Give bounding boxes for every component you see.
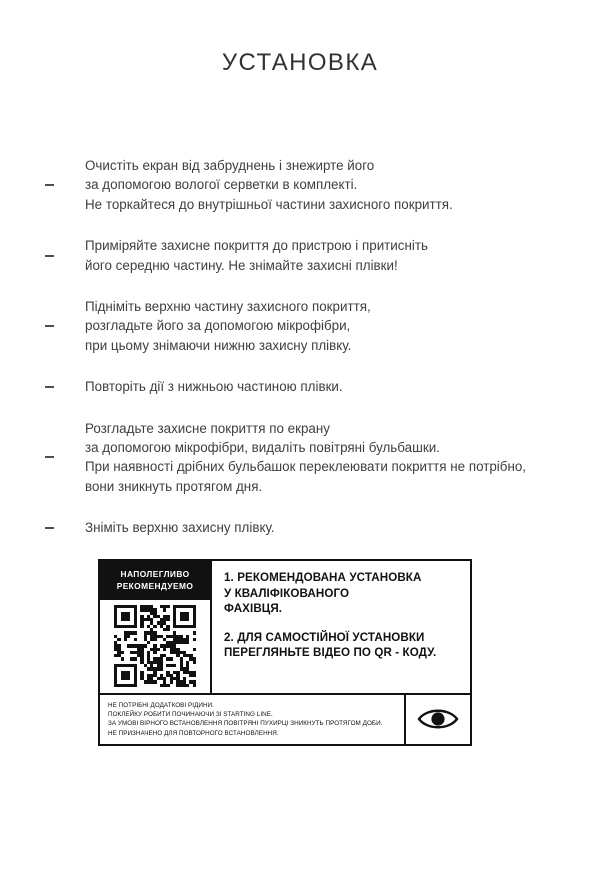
instruction-line: Приміряйте захисне покриття до пристрою і притисніть (85, 238, 428, 254)
title-divider (253, 69, 320, 76)
notice-line: 2. ДЛЯ САМОСТІЙНОЇ УСТАНОВКИ (224, 630, 425, 644)
bullet-dash-icon (45, 255, 54, 257)
notice-line: ПЕРЕГЛЯНЬТЕ ВІДЕО ПО QR - КОДУ. (224, 646, 437, 659)
notice-spacer (224, 617, 460, 630)
badge-line-2: РЕКОМЕНДУЕМО (116, 581, 194, 591)
bullet-dash-icon (45, 325, 54, 327)
qr-code-container (100, 600, 210, 693)
badge-line-1: НАПОЛЕГЛИВО (120, 569, 190, 579)
strongly-recommend-badge (100, 561, 210, 600)
recommendation-label (98, 559, 472, 746)
instruction-line: за допомогою мікрофібри, видаліть повітряні бульбашки. (85, 440, 440, 456)
label-notice-column (212, 561, 470, 693)
eye-icon-cell (406, 695, 470, 744)
page-title: УСТАНОВКА (221, 49, 379, 77)
instruction-step-text (85, 297, 371, 355)
qr-code-icon[interactable] (114, 605, 196, 687)
instruction-step-text (85, 518, 275, 537)
instruction-step (0, 156, 600, 214)
instruction-line: при цьому знімаючи нижню захисну плівку. (85, 337, 352, 353)
instruction-line: розгладьте його за допомогою мікрофібри, (85, 318, 351, 334)
instruction-step (0, 297, 600, 355)
label-top-section (100, 561, 470, 695)
instruction-line: за допомогою вологої серветки в комплекті. (85, 177, 358, 193)
label-qr-column (100, 561, 212, 693)
instruction-step-text (85, 419, 526, 497)
divider-segment-red (253, 69, 287, 76)
instruction-step (0, 236, 600, 275)
bullet-dash-icon (45, 386, 54, 388)
fineprint-line: ЗА УМОВІ ВІРНОГО ВСТАНОВЛЕННЯ ПОВІТРЯНІ ПУХИРЦІ ЗНИКНУТЬ ПРОТЯГОМ ДОБИ. (108, 720, 383, 728)
bullet-dash-icon (45, 527, 54, 529)
notice-item-1 (224, 570, 460, 617)
instruction-step (0, 518, 600, 537)
fineprint-line: ПОКЛЕЙКУ РОБИТИ ПОЧИНАЮЧИ ЗІ STARTING LINE. (108, 711, 273, 719)
instruction-step (0, 419, 600, 497)
fineprint-line: НЕ ПРИЗНАЧЕНО ДЛЯ ПОВТОРНОГО ВСТАНОВЛЕННЯ. (108, 729, 279, 737)
instruction-line: Зніміть верхню захисну плівку. (85, 520, 275, 536)
instruction-step (0, 377, 600, 396)
instruction-step-text (85, 236, 428, 275)
instruction-line: При наявності дрібних бульбашок переклеювати покриття не потрібно, (85, 459, 527, 475)
instruction-list (0, 156, 600, 560)
notice-line: ФАХІВЦЯ. (224, 602, 283, 615)
instruction-step-text (85, 156, 453, 214)
instruction-line: Повторіть дії з нижньою частиною плівки. (85, 379, 343, 395)
bullet-dash-icon (45, 456, 54, 458)
bullet-dash-icon (45, 184, 54, 186)
instruction-line: Розгладьте захисне покриття по екрану (85, 420, 330, 436)
instruction-line: його середню частину. Не знімайте захисні плівки! (85, 257, 398, 273)
instruction-line: Підніміть верхню частину захисного покриття, (85, 299, 371, 315)
fineprint-block (100, 695, 406, 744)
instruction-line: Очистіть екран від забруднень і знежирте його (85, 158, 375, 173)
instruction-line: Не торкайтеся до внутрішньої частини захисного покриття. (85, 196, 453, 212)
instruction-line: вони зникнуть протягом дня. (85, 478, 263, 494)
notice-item-2 (224, 630, 460, 661)
label-bottom-section (100, 695, 470, 744)
instruction-step-text (85, 377, 343, 396)
eye-icon (417, 706, 459, 732)
divider-segment-gray (287, 69, 321, 76)
fineprint-line: НЕ ПОТРІБНІ ДОДАТКОВІ РІДИНИ. (108, 702, 214, 709)
notice-line: У КВАЛІФІКОВАНОГО (224, 586, 350, 600)
notice-line: 1. РЕКОМЕНДОВАНА УСТАНОВКА (224, 571, 422, 584)
